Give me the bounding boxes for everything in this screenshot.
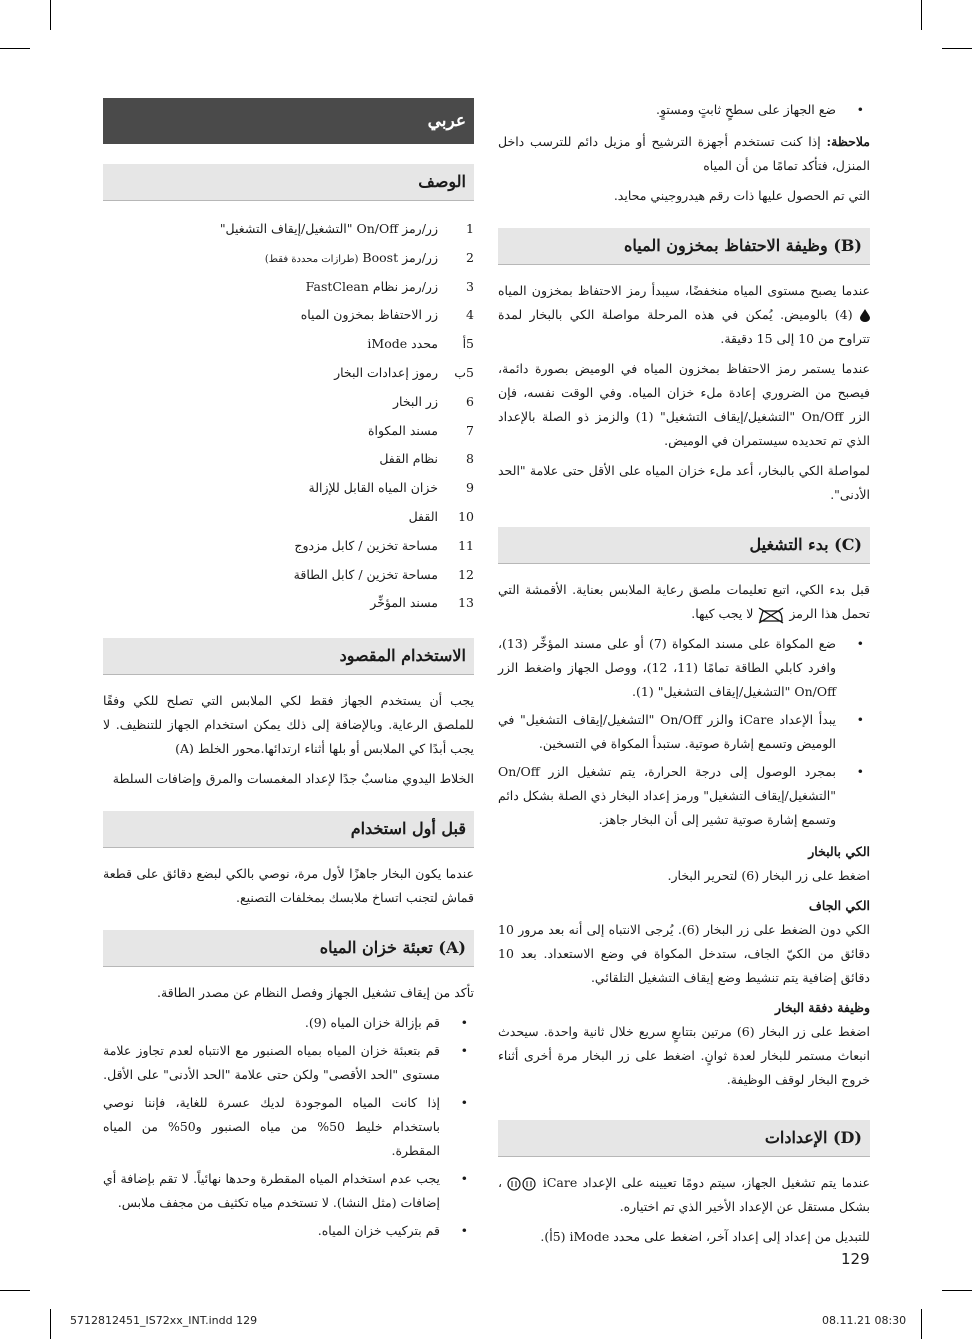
bullet-list (498, 632, 870, 832)
paragraph: عندما يصبح مستوى المياه منخفضًا، سيبدأ رمز الاحتفاظ بمخزون المياه (4) بالوميض. يُمكن في هذه المرحلة مواصلة الكي بالبخار لمدة تتراوح من 10 إلى 15 دقيقة. (498, 283, 870, 346)
list-item: • قم بإزالة خزان المياه (9). (304, 1015, 468, 1031)
paragraph: عندما يستمر رمز الاحتفاظ بمخزون المياه في الوميض بصورة دائمة، فيصبح من الضروري إعادة ملء خزان المياه. وفي الوقت نفسه، فإن الزر On/Off "التشغيل/إيقاف التشغيل" (1) والزمز ذو الصلة بالإعداد الذي تم تحديده سيستمران في الوميض. (498, 361, 870, 448)
list-item: • ضع الجهاز على سطحٍ ثابتٍ ومستوٍ. (655, 102, 864, 117)
left-column (103, 98, 474, 1251)
crop-mark (942, 1290, 972, 1291)
section-title-start: (C) بدء التشغيل (498, 527, 870, 564)
part-item: 13 مسند المؤخِّر (370, 595, 474, 611)
water-drop-icon (860, 309, 870, 322)
paragraph: لمواصلة الكي بالبخار، أعد ملء خزان المياه على الأقل حتى علامة "الحد الأدنى". (498, 463, 870, 502)
part-item: 4 زر الاحتفاظ بمخزون المياه (300, 307, 474, 323)
paragraph: للتبديل من إعداد إلى إعداد آخر، اضغط على محدد iMode (5أ). (540, 1229, 870, 1244)
section-title-settings: (D) الإعدادات (498, 1120, 870, 1157)
crop-mark (921, 0, 922, 30)
paragraph: اضغط على زر البخار (6) لتحرير البخار. (667, 868, 870, 883)
list-item: • ضع المكواة على مسند المكواة (7) أو على مسند المؤخِّر (13)، وافرد كابلي الطاقة تمامًا (11، 12)، ووصل الجهاز واضغط الزر On/Off "التشغيل/إيقاف التشغيل" (1). (498, 636, 864, 699)
list-item: • قم بتعبئة خزان المياه بمياه الصنبور مع الانتباه لعدم تجاوز علامة مستوى "الحد الأقصى" ولكن حتى علامة "الحد الأدنى" على الأقل. (103, 1043, 468, 1083)
paragraph: الخلاط اليدوي مناسبٌ جدًا لإعداد المغمسات والمرق وإضافات السلطة (112, 771, 474, 787)
paragraph: عندما يتم تشغيل الجهاز، سيتم دومًا تعيينه على الإعداد iCare ، بشكل مستقل عن الإعداد الأخير الذي تم اختياره. (498, 1175, 871, 1214)
subheading-steam: الكي بالبخار (808, 844, 870, 859)
part-item: 7 مسند المكواة (367, 422, 474, 438)
part-item: 12 مساحة تخزين / كابل الطاقة (293, 566, 474, 582)
no-iron-icon (757, 606, 785, 624)
part-item: 8 نظام القفل (379, 451, 474, 467)
paragraph: التي تم الحصول عليها ذات رقم هيدروجيني محايد. (613, 188, 870, 203)
bullet-list (498, 98, 870, 122)
crop-mark (942, 48, 972, 49)
note: ملاحظة: إذا كنت تستخدم أجهزة الترشيح أو مزيل دائم للترسب داخل المنزل، فتأكد تمامًا من أن المياه (498, 134, 870, 173)
section-title-description: الوصف (103, 164, 474, 201)
part-item: 5ب رموز إعدادات البخار (334, 364, 474, 380)
footer-file: 5712812451_IS72xx_INT.indd 129 (70, 1314, 258, 1327)
part-item: 6 زر البخار (392, 393, 474, 409)
part-item: 10 القفل (408, 508, 474, 524)
list-item: • قم بتركيب خزان المياه. (317, 1223, 468, 1239)
paragraph: قبل بدء الكي، اتبع تعليمات ملصق رعاية الملابس بعناية. الأقمشة التي تحمل هذا الرمز لا يجب كيها. (498, 578, 870, 626)
right-column (498, 98, 870, 1255)
subheading-burst: وظيفة دفقة البخار (774, 1000, 870, 1015)
paragraph: تأكد من إيقاف تشغيل الجهاز وفصل النظام عن مصدر الطاقة. (157, 985, 474, 1001)
crop-mark (50, 1309, 51, 1339)
paragraph: عندما يكون البخار جاهزًا لأول مرة، نوصي بالكي لبضع دقائق على قطعة قماش لتجنب اتساخ ملابسك بمخلفات التصنيع. (103, 866, 474, 906)
footer-date: 08.11.21 08:30 (822, 1314, 907, 1327)
list-item: • إذا كانت المياه الموجودة لديك عسرة للغاية، فإننا نوصي باستخدام خليط 50% من مياه الصنبور و50% من المياه المقطرة. (103, 1095, 468, 1159)
crop-mark (921, 1309, 922, 1339)
crop-mark (50, 0, 51, 30)
paragraph: اضغط على زر البخار (6) مرتين بتتابعٍ سريع خلال ثانية واحدة. سيحدث انبعاث مستمر للبخار لعدة ثوانٍ. اضغط على زر البخار مرة أخرى أثناء خروج البخار لوقف الوظيفة. (498, 1024, 870, 1087)
part-item: 5أ محدد iMode (367, 336, 474, 352)
subheading-dry: الكي الجاف (808, 898, 870, 913)
bullet-list (103, 1011, 474, 1243)
list-item: • يبدأ الإعداد iCare والزر On/Off "التشغيل/إيقاف التشغيل" في الوميض وتسمع إشارة صوتية. ستبدأ المكواة في التسخين. (498, 712, 864, 751)
crop-mark (0, 1290, 30, 1291)
steam-icon (507, 1177, 537, 1191)
crop-mark (0, 48, 30, 49)
language-header: عربي (103, 98, 474, 144)
list-item: • بمجرد الوصول إلى درجة الحرارة، يتم تشغيل الزر On/Off "التشغيل/إيقاف التشغيل" ورمز إعداد البخار ذي الصلة بشكل دائم وتسمع إشارة صوتية تشير إلى أن البخار جاهز. (498, 764, 864, 827)
section-title-intended-use: الاستخدام المقصود (103, 638, 474, 675)
part-item: 2 زر/رمز Boost (طرازات محددة فقط) (264, 249, 474, 265)
section-title-fill-tank: (A) تعبئة خزان المياه (103, 930, 474, 967)
page-number: 129 (841, 1250, 870, 1268)
part-item: 9 خزان المياه القابل للإزالة (308, 480, 474, 496)
part-item: 3 زر/رمز نظام FastClean (305, 278, 474, 294)
part-item: 1 زر/رمز On/Off "التشغيل/إيقاف التشغيل" (219, 221, 474, 236)
section-title-before-first-use: قبل أول استخدام (103, 811, 474, 848)
parts-list (103, 215, 474, 618)
section-title-water-reserve: (B) وظيفة الاحتفاظ بمخزون المياه (498, 228, 870, 265)
paragraph: الكي دون الضغط على زر البخار (6). يُرجى الانتباه إلى أنه بعد مرور 10 دقائق من الكيّ الجاف، ستدخل المكواة في وضع الاستعداد. بعد 10 دقائق إضافية يتم تنشيط وضع إيقاف التشغيل التلقائي. (498, 922, 870, 985)
paragraph: يجب أن يستخدم الجهاز فقط لكي الملابس التي تصلح للكي وفقًا للملصق الرعاية. وبالإضافة إلى ذلك يمكن استخدام الجهاز للتنظيف. لا يجب أبدًا كي الملابس أو بلها أثناء ارتدائها.محور الخلط (A) (103, 693, 474, 757)
list-item: • يجب عدم استخدام المياه المقطرة وحدها نهائياً. لا تقم بإضافة أي إضافات (مثل النشا). لا تستخدم مياه تكثيف من مجفف ملابس. (103, 1171, 468, 1211)
part-item: 11 مساحة تخزين / كابل مزدوج (294, 537, 474, 553)
